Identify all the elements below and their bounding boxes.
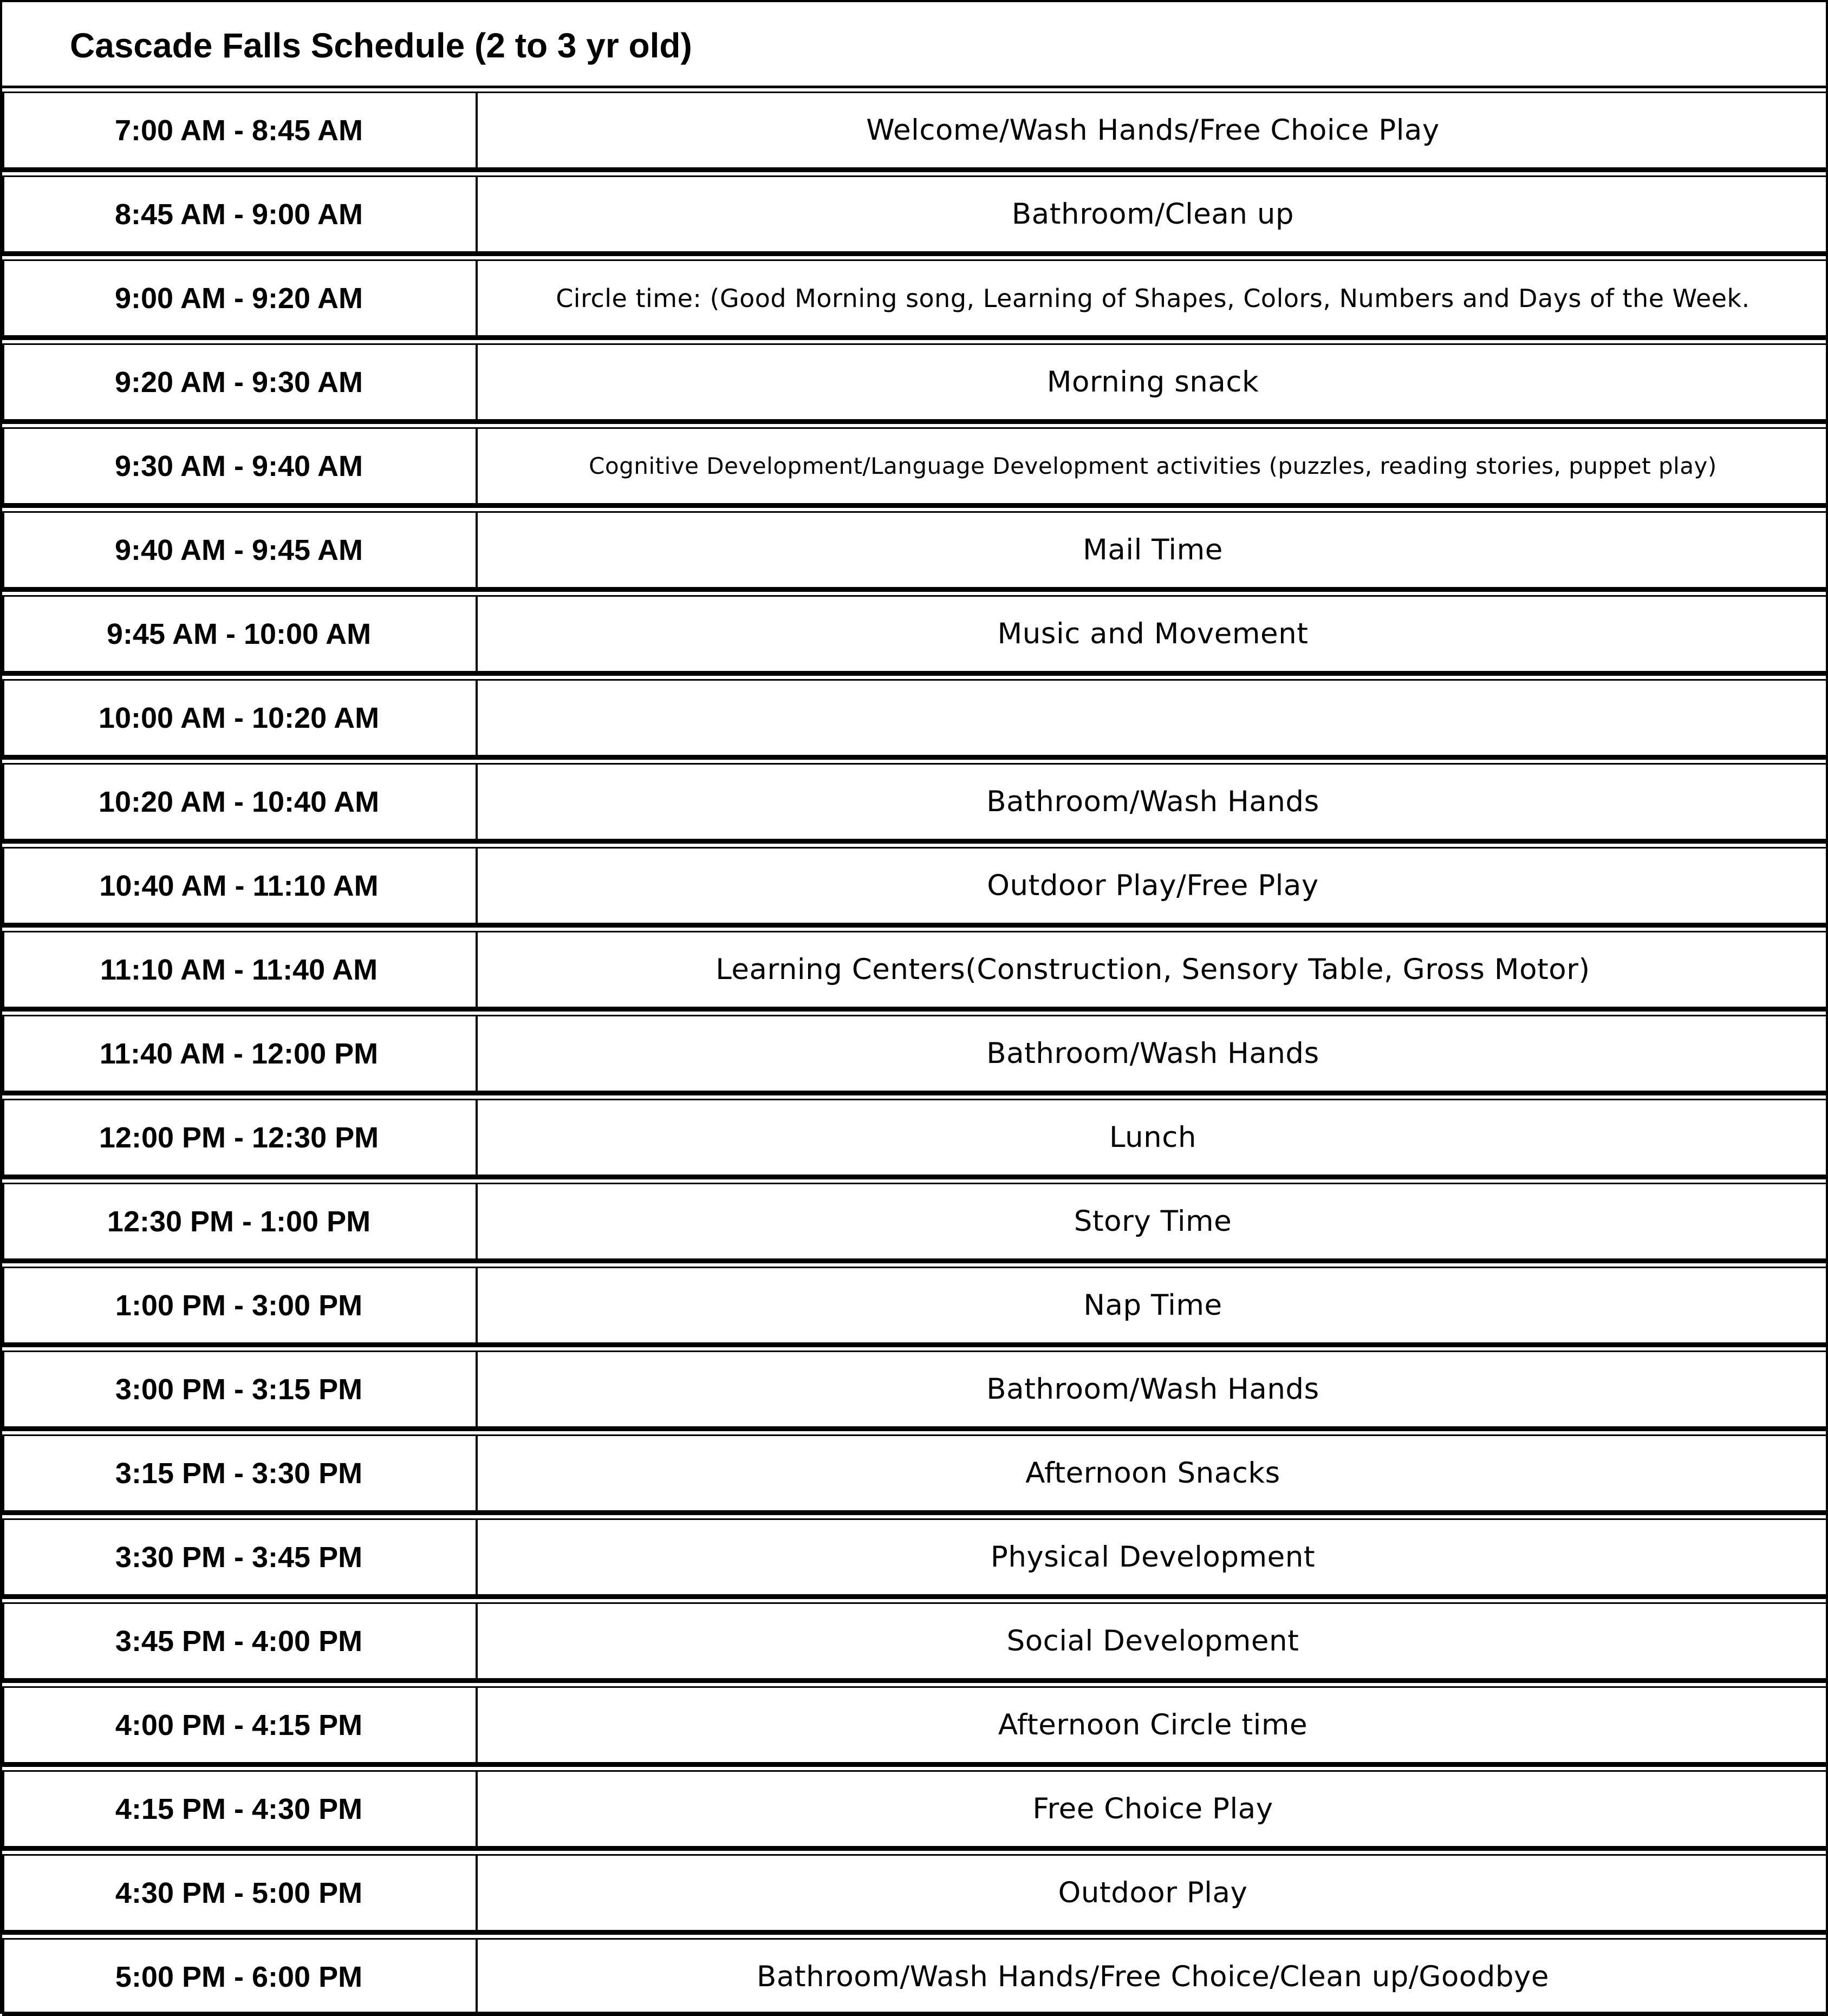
time-cell: 8:45 AM - 9:00 AM: [2, 177, 478, 251]
time-cell: 3:45 PM - 4:00 PM: [2, 1604, 478, 1678]
activity-cell: Morning snack: [1046, 366, 1259, 399]
time-cell: 10:40 AM - 11:10 AM: [2, 849, 478, 923]
table-row: [2, 1848, 1828, 1932]
time-cell: 9:45 AM - 10:00 AM: [2, 597, 478, 671]
activity-cell: Outdoor Play/Free Play: [987, 869, 1319, 902]
activity-cell: Social Development: [1006, 1624, 1299, 1658]
table-row: [2, 421, 1828, 505]
activity-cell: [478, 681, 1828, 755]
table-row: [2, 1512, 1828, 1596]
activity-cell: Lunch: [1109, 1121, 1196, 1154]
title-bar: [2, 2, 1828, 86]
table-row: [2, 925, 1828, 1009]
activity-cell: Music and Movement: [997, 617, 1309, 650]
activity-cell: Bathroom/Wash Hands: [986, 785, 1319, 818]
time-cell: 10:00 AM - 10:20 AM: [2, 681, 478, 755]
table-row: [2, 1009, 1828, 1093]
time-cell: 3:15 PM - 3:30 PM: [2, 1436, 478, 1510]
time-cell: 9:00 AM - 9:20 AM: [2, 261, 478, 335]
activity-cell: Nap Time: [1083, 1289, 1222, 1322]
table-row: [2, 1177, 1828, 1261]
activity-cell: Free Choice Play: [1032, 1792, 1273, 1825]
time-cell: 5:00 PM - 6:00 PM: [2, 1940, 478, 2014]
page-title: Cascade Falls Schedule (2 to 3 yr old): [70, 26, 692, 65]
time-cell: 9:30 AM - 9:40 AM: [2, 429, 478, 503]
time-cell: 7:00 AM - 8:45 AM: [2, 93, 478, 167]
table-row: [2, 1345, 1828, 1428]
time-cell: 4:15 PM - 4:30 PM: [2, 1772, 478, 1846]
time-cell: 4:30 PM - 5:00 PM: [2, 1856, 478, 1930]
table-row: [2, 86, 1828, 169]
table-row: [2, 673, 1828, 757]
table-row: [2, 1428, 1828, 1512]
activity-cell: Mail Time: [1083, 533, 1223, 566]
time-cell: 11:40 AM - 12:00 PM: [2, 1016, 478, 1091]
activity-cell: Welcome/Wash Hands/Free Choice Play: [866, 114, 1440, 147]
table-row: [2, 757, 1828, 841]
activity-cell: Learning Centers(Construction, Sensory Table, Gross Motor): [715, 953, 1590, 986]
table-row: [2, 589, 1828, 673]
time-cell: 9:20 AM - 9:30 AM: [2, 345, 478, 419]
table-row: [2, 841, 1828, 925]
time-cell: 10:20 AM - 10:40 AM: [2, 765, 478, 839]
activity-cell: Bathroom/Wash Hands: [986, 1037, 1319, 1070]
time-cell: 1:00 PM - 3:00 PM: [2, 1268, 478, 1342]
time-cell: 4:00 PM - 4:15 PM: [2, 1688, 478, 1762]
table-row: [2, 505, 1828, 589]
time-cell: 11:10 AM - 11:40 AM: [2, 932, 478, 1007]
table-row: [2, 1680, 1828, 1764]
table-row: [2, 1596, 1828, 1680]
activity-cell: Cognitive Development/Language Development activities (puzzles, reading stories, puppet play): [589, 453, 1717, 479]
time-cell: 3:30 PM - 3:45 PM: [2, 1520, 478, 1594]
time-cell: 12:00 PM - 12:30 PM: [2, 1100, 478, 1175]
activity-cell: Circle time: (Good Morning song, Learning of Shapes, Colors, Numbers and Days of the Week.: [556, 283, 1750, 313]
activity-cell: Story Time: [1074, 1205, 1232, 1238]
time-cell: 9:40 AM - 9:45 AM: [2, 513, 478, 587]
activity-cell: Bathroom/Clean up: [1011, 198, 1294, 231]
table-row: [2, 169, 1828, 253]
activity-cell: Physical Development: [990, 1541, 1316, 1574]
schedule-table: [2, 86, 1828, 2016]
table-row: [2, 1093, 1828, 1177]
time-cell: 12:30 PM - 1:00 PM: [2, 1184, 478, 1258]
activity-cell: Bathroom/Wash Hands: [986, 1373, 1319, 1406]
activity-cell: Bathroom/Wash Hands/Free Choice/Clean up/Goodbye: [757, 1960, 1549, 1993]
table-row: [2, 1932, 1828, 2016]
table-row: [2, 1764, 1828, 1848]
time-cell: 3:00 PM - 3:15 PM: [2, 1352, 478, 1426]
table-row: [2, 1261, 1828, 1345]
activity-cell: Afternoon Circle time: [998, 1708, 1308, 1741]
activity-cell: Outdoor Play: [1058, 1876, 1248, 1909]
activity-cell: Afternoon Snacks: [1025, 1457, 1280, 1490]
table-row: [2, 337, 1828, 421]
table-row: [2, 253, 1828, 337]
